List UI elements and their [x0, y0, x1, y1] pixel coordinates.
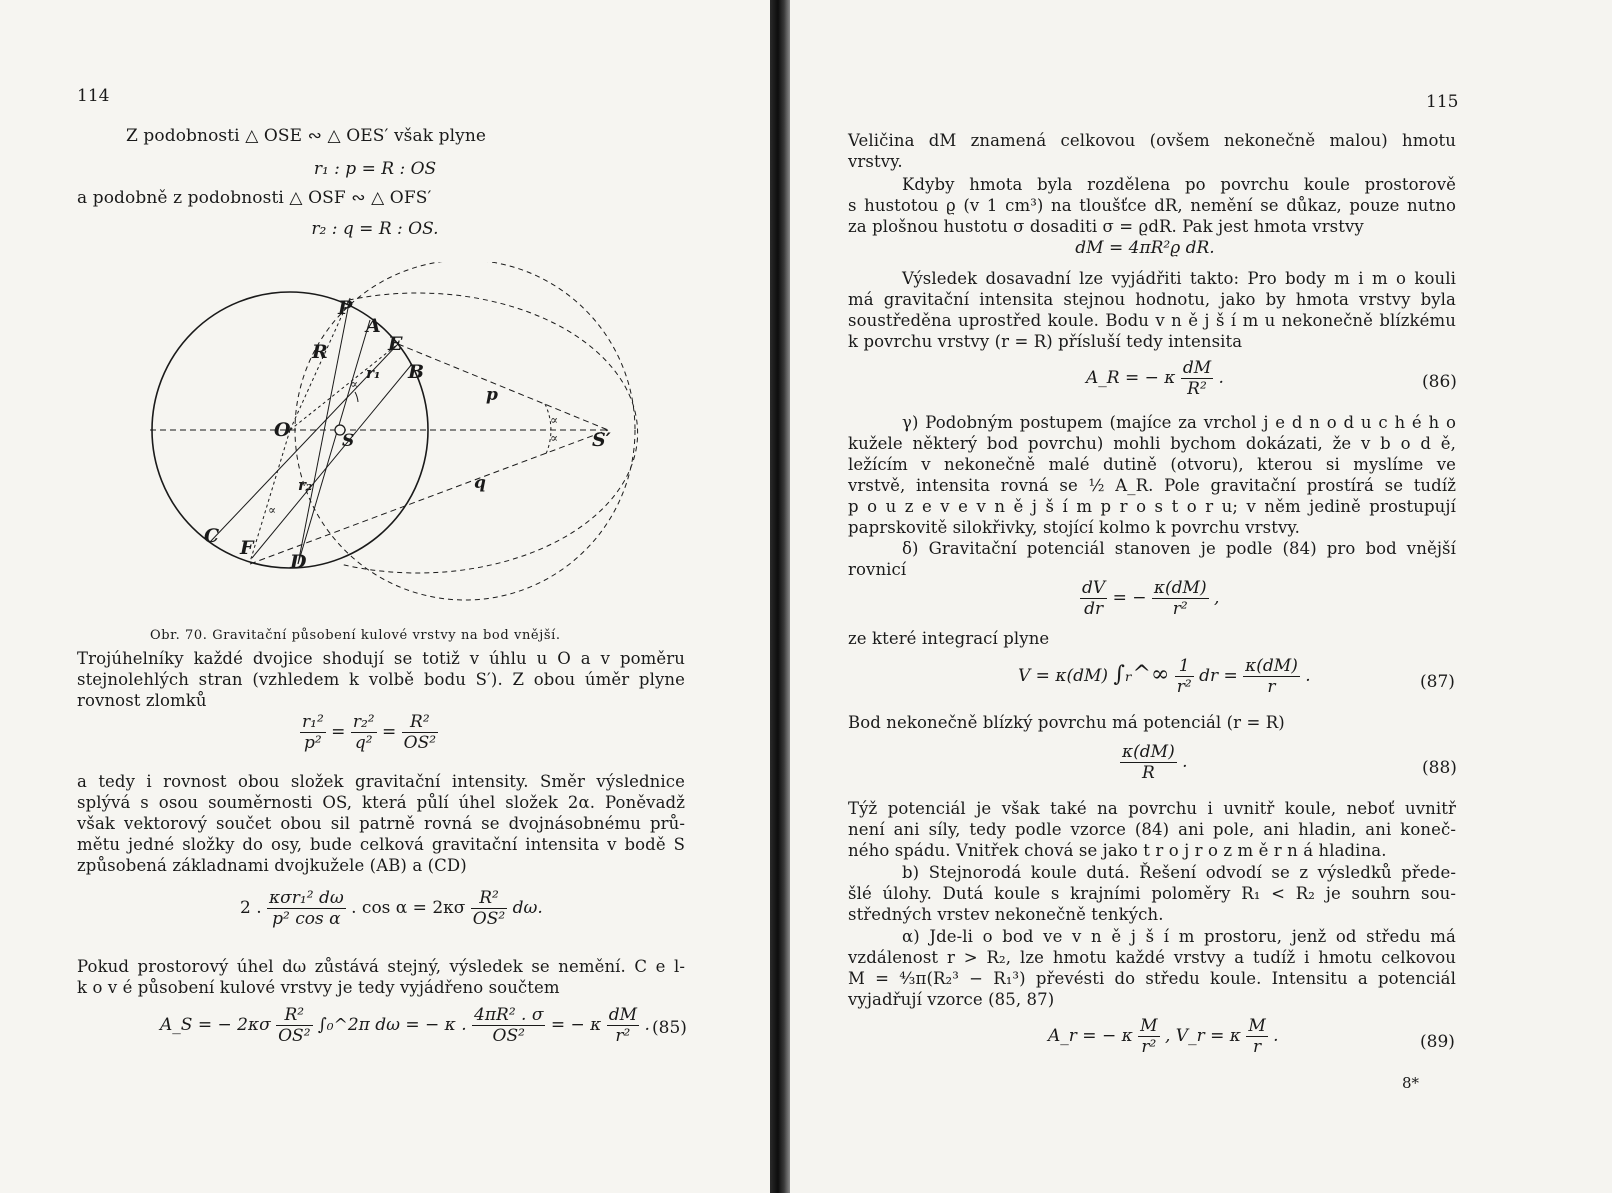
eq85-d1: OS²	[278, 1026, 311, 1046]
eqmid-mid: . cos α = 2κσ	[351, 898, 466, 918]
eqdV-mid: = −	[1112, 588, 1147, 608]
label-Sprime: S′	[592, 429, 611, 451]
equation-number-86: (86)	[1422, 372, 1457, 392]
right-para-9	[848, 862, 1456, 925]
rp8-line-2: není ani síly, tedy podle vzorce (84) ani pole, ani hladin, ani koneč-	[848, 820, 1456, 839]
eq85-n3: dM	[608, 1005, 638, 1025]
equation-88	[1120, 742, 1188, 783]
label-q: q	[474, 473, 486, 493]
rp3-line-1: Výsledek dosavadní lze vyjádřiti takto: Pro body m i m o kouli	[902, 269, 1456, 288]
label-C: C	[204, 525, 220, 547]
rp4-line-4: vrstvě, intensita rovná se ½ A_R. Pole gravitační prostírá se tudíž	[848, 476, 1456, 495]
equation-r2: r₂ : q = R : OS.	[311, 219, 439, 239]
eq88-den: R	[1141, 763, 1155, 783]
right-para-5	[848, 538, 1456, 580]
eq87-n2: κ(dM)	[1245, 656, 1298, 676]
eqdV-n1: dV	[1082, 578, 1106, 598]
eqmid-d1: p² cos α	[272, 909, 341, 929]
eq85-n1: R²	[276, 1005, 312, 1026]
equation-dM: dM = 4πR²ϱ dR.	[1075, 238, 1215, 258]
figure-70-diagram	[130, 262, 650, 602]
eqmid-pre: 2 .	[240, 898, 262, 918]
rp1-line-1: Veličina dM znamená celkovou (ovšem nekonečně malou) hmotu	[848, 131, 1456, 150]
right-para-4	[848, 412, 1456, 538]
right-para-2	[848, 174, 1456, 237]
para1-line-3: rovnost zlomků	[77, 691, 207, 710]
right-para-8	[848, 798, 1456, 861]
eq87-lhs: V = κ(dM)	[1018, 666, 1109, 686]
angle-arc-S	[355, 392, 358, 402]
rp9-line-2: šlé úlohy. Dutá koule s krajními poloměry R₁ < R₂ je souhrn sou-	[848, 884, 1456, 903]
label-A: A	[366, 315, 381, 337]
equation-87	[1018, 656, 1311, 697]
line-A-D	[298, 320, 370, 564]
rp5-line-1: δ) Gravitační potenciál stanoven je podle (84) pro bod vnější	[902, 539, 1456, 558]
label-F: F	[240, 537, 254, 559]
right-para-7: Bod nekonečně blízký povrchu má potenciál (r = R)	[848, 713, 1285, 732]
equation-86	[1086, 358, 1224, 399]
eq87-end: .	[1305, 666, 1311, 686]
label-alpha-4: ∝	[268, 503, 277, 517]
label-alpha-1: ∝	[350, 377, 359, 391]
equation-dV	[1080, 578, 1219, 619]
label-S: S	[342, 431, 355, 451]
signature-mark: 8*	[1402, 1074, 1420, 1092]
paragraph-2	[77, 771, 685, 876]
right-para-1	[848, 130, 1456, 172]
eq87-integral: ∫ᵣ^∞	[1113, 662, 1170, 687]
label-alpha-2: ∝	[550, 413, 559, 427]
eqmid-post: dω.	[512, 898, 543, 918]
eqmid-n1: κσr₁² dω	[269, 888, 344, 908]
eq86-den: R²	[1187, 379, 1207, 399]
figure-caption: Obr. 70. Gravitační působení kulové vrstvy na bod vnější.	[150, 628, 561, 643]
eq88-end: .	[1182, 752, 1188, 772]
right-para-3	[848, 268, 1456, 352]
intro-line-2: a podobně z podobnosti △ OSF ∾ △ OFS′	[77, 188, 432, 208]
frac-n1: r₁²	[302, 712, 324, 732]
intro-line-1: Z podobnosti △ OSE ∾ △ OES′ však plyne	[126, 126, 487, 146]
eq88-num: κ(dM)	[1122, 742, 1175, 762]
label-r1: r₁	[366, 364, 381, 382]
rp3-line-4: k povrchu vrstvy (r = R) přísluší tedy intensita	[848, 332, 1243, 351]
eq85-lhs: A_S = − 2κσ	[160, 1015, 271, 1035]
right-para-6: ze které integrací plyne	[848, 629, 1050, 648]
eq86-num: dM	[1182, 358, 1212, 378]
eq87-d1: r²	[1176, 677, 1192, 697]
eqdV-end: ,	[1214, 588, 1220, 608]
eqmid-n2: R²	[471, 888, 507, 909]
equation-number-85: (85)	[652, 1018, 687, 1038]
equation-r1: r₁ : p = R : OS	[313, 159, 437, 179]
label-alpha-3: ∝	[550, 431, 559, 445]
eq89-end: .	[1273, 1026, 1279, 1046]
eqdV-n2: κ(dM)	[1153, 578, 1207, 598]
right-para-10	[848, 926, 1456, 1010]
label-P: P	[338, 297, 353, 319]
rp3-line-2: má gravitační intensita stejnou hodnotu, jako by hmota vrstvy byla	[848, 290, 1456, 309]
frac-n3: R²	[402, 712, 438, 733]
equation-89	[1048, 1016, 1279, 1057]
line-B-F	[252, 364, 412, 558]
eq85-d3: r²	[615, 1026, 631, 1046]
paragraph-1	[77, 648, 685, 711]
frac-d3: OS²	[403, 733, 437, 753]
para2-line-1: a tedy i rovnost obou složek gravitační intensity. Směr výslednice	[77, 772, 685, 791]
para3-line-1: Pokud prostorový úhel dω zůstává stejný, výsledek se nemění. C e l-	[77, 957, 685, 976]
rp10-line-1: α) Jde-li o bod ve v n ě j š í m prostoru, jenž od středu má	[902, 927, 1456, 946]
label-p: p	[486, 385, 498, 405]
left-page	[0, 0, 770, 1193]
eq86-end: .	[1218, 368, 1224, 388]
label-O: O	[274, 419, 291, 441]
rp5-line-2: rovnicí	[848, 560, 907, 579]
eq89-n2: M	[1248, 1016, 1266, 1036]
page-number-left: 114	[77, 86, 110, 106]
frac-n2: r₂²	[352, 712, 375, 732]
equation-middle	[240, 888, 543, 929]
label-D: D	[290, 551, 307, 573]
eq85-integral: ∫₀^2π dω = − κ .	[317, 1015, 467, 1035]
frac-d1: p²	[304, 733, 322, 753]
right-page	[790, 0, 1612, 1193]
eq89-b: , V_r = κ	[1165, 1026, 1241, 1046]
rp4-line-6: paprskovitě silokřivky, stojící kolmo k povrchu vrstvy.	[848, 518, 1300, 537]
eqmid-d2: OS²	[472, 909, 506, 929]
eq89-d1: r²	[1141, 1037, 1157, 1057]
line-O-F	[250, 430, 290, 562]
eq87-mid: dr =	[1199, 666, 1238, 686]
page-number-right: 115	[1426, 92, 1459, 112]
rp2-line-2: s hustotou ϱ (v 1 cm³) na tloušťce dR, nemění se důkaz, pouze nutno	[848, 196, 1456, 215]
rp4-line-3: ležícím v nekonečně malé dutině (otvoru), kterou si myslíme ve	[848, 455, 1456, 474]
eq87-n1: 1	[1175, 656, 1194, 677]
para2-line-5: způsobená základnami dvojkužele (AB) a (CD)	[77, 856, 467, 875]
para2-line-2: splývá s osou souměrnosti OS, která půlí úhel složek 2α. Poněvadž	[77, 793, 685, 812]
book-gutter	[770, 0, 790, 1193]
equation-85	[160, 1005, 650, 1046]
label-R: R	[312, 341, 328, 363]
eq85-n2: 4πR² . σ	[474, 1005, 544, 1025]
frac-d2: q²	[354, 733, 373, 753]
line-E-Sprime	[398, 344, 608, 430]
eq85-d2: OS²	[492, 1026, 525, 1046]
line-O-E	[290, 344, 398, 430]
rp1-line-2: vrstvy.	[848, 152, 903, 171]
para3-line-2: k o v é působení kulové vrstvy je tedy vyjádřeno součtem	[77, 978, 560, 997]
para1-line-1: Trojúhelníky každé dvojice shodují se totiž v úhlu u O a v poměru	[77, 649, 685, 668]
equation-number-88: (88)	[1422, 758, 1457, 778]
rp8-line-1: Týž potenciál je však také na povrchu i uvnitř koule, neboť uvnitř	[848, 799, 1456, 818]
eq89-n1: M	[1140, 1016, 1158, 1036]
label-r2: r₂	[298, 476, 313, 494]
line-O-P	[290, 302, 348, 430]
eq87-d2: r	[1267, 677, 1276, 697]
para1-line-2: stejnolehlých stran (vzhledem k volbě bodu S′). Z obou úměr plyne	[77, 670, 685, 689]
eq85-end: .	[644, 1015, 650, 1035]
label-E: E	[388, 333, 403, 355]
equation-number-89: (89)	[1420, 1032, 1455, 1052]
eqdV-d2: r²	[1172, 599, 1188, 619]
rp9-line-3: středných vrstev nekonečně tenkých.	[848, 905, 1164, 924]
eq86-lhs: A_R = − κ	[1086, 368, 1176, 388]
rp4-line-5: p o u z e v e v n ě j š í m p r o s t o r u; v něm jedině prostupují	[848, 497, 1456, 516]
rp4-line-1: γ) Podobným postupem (majíce za vrchol j e d n o d u c h é h o	[902, 413, 1456, 432]
rp2-line-1: Kdyby hmota byla rozdělena po povrchu koule prostorově	[902, 175, 1456, 194]
equation-number-87: (87)	[1420, 672, 1455, 692]
para2-line-3: však vektorový součet obou sil patrně rovná se dvojnásobnému prů-	[77, 814, 685, 833]
rp10-line-3: M = ⁴⁄₃π(R₂³ − R₁³) převésti do středu koule. Intensitu a potenciál	[848, 969, 1456, 988]
eq85-mid: = − κ	[550, 1015, 602, 1035]
rp10-line-2: vzdálenost r > R₂, lze hmotu každé vrstvy a tudíž i hmotu celkovou	[848, 948, 1456, 967]
rp2-line-3: za plošnou hustotu σ dosaditi σ = ϱdR. Pak jest hmota vrstvy	[848, 217, 1364, 236]
label-B: B	[408, 361, 425, 383]
para2-line-4: mětu jedné složky do osy, bude celková gravitační intensita v bodě S	[77, 835, 685, 854]
eq89-a: A_r = − κ	[1048, 1026, 1133, 1046]
paragraph-3	[77, 956, 685, 998]
rp8-line-3: ného spádu. Vnitřek chová se jako t r o j r o z m ě r n á hladina.	[848, 841, 1387, 860]
rp10-line-4: vyjadřují vzorce (85, 87)	[848, 990, 1055, 1009]
rp3-line-3: soustředěna uprostřed koule. Bodu v n ě j š í m u nekonečně blízkému	[848, 311, 1456, 330]
fraction-equality: $\frac{\text{r₁²}}{\text{p²}}$ = $\frac{\text{r₂²}}{\text{q²}}$ = $\frac{\text{R²}}{\text{OS²}}$	[302, 712, 437, 753]
eq89-d2: r	[1252, 1037, 1262, 1057]
rp4-line-2: kužele některý bod povrchu) mohli bychom dokázati, že v b o d ě,	[848, 434, 1456, 453]
eqdV-d1: dr	[1084, 599, 1104, 619]
rp9-line-1: b) Stejnorodá koule dutá. Řešení odvodí se z výsledků přede-	[902, 863, 1456, 882]
